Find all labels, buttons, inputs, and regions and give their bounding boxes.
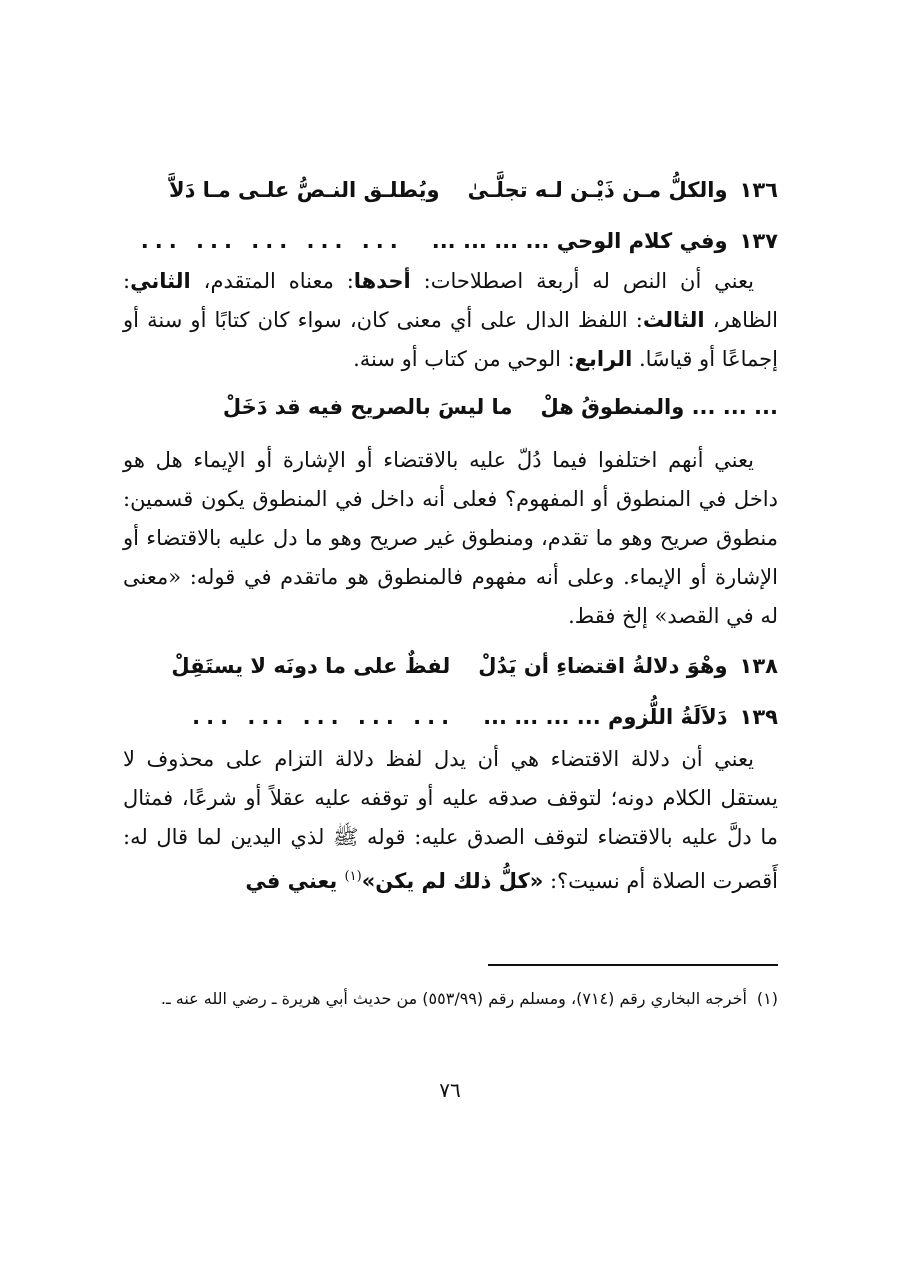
commentary-paragraph [123, 262, 778, 379]
page-number: ٧٦ [439, 1078, 461, 1102]
footnote-marker[interactable]: (١) [344, 869, 362, 884]
verse-hemistich-first: وهْوَ دلالةُ اقتضاءِ أن يَدُلْ [478, 654, 728, 678]
verse-hemistich-second: لفظٌ على ما دونَه لا يستَقِلْ [171, 654, 451, 678]
text-run: : اللفظ الدال على أي معنى كان، سواء كان كتابًا أو سنة أو إجماعًا أو قياسًا. [123, 308, 778, 371]
bold-term: الرابع [574, 347, 633, 371]
commentary-paragraph [123, 740, 778, 901]
footnote [123, 985, 778, 1013]
bold-term: يعني في [245, 869, 345, 893]
bold-term: الثالث [642, 308, 705, 332]
verse-hemistich-second: ... ... ... ... ... [140, 229, 404, 253]
verse-number: ١٣٦ [739, 178, 778, 202]
text-run: : الظاهر، [123, 269, 778, 332]
text-run: يعني أن النص له أربعة اصطلاحات: [410, 269, 754, 293]
verse-hemistich-second: ... ... ... ... ... [192, 705, 456, 729]
text-run: : معناه المتقدم، [190, 269, 354, 293]
footnote-text: أخرجه البخاري رقم (٧١٤)، ومسلم رقم (٥٥٣/٩٩) من حديث أبي هريرة ـ رضي الله عنه ـ. [160, 989, 747, 1008]
footnote-number: (١) [756, 989, 778, 1008]
verse-hemistich-first: وفي كلام الوحي ... ... ... ... [431, 229, 728, 253]
bold-term: أحدها [353, 269, 411, 293]
verse-number: ١٣٩ [739, 705, 778, 729]
footnote-separator [488, 964, 778, 966]
paragraph-text: يعني أنهم اختلفوا فيما دُلّ عليه بالاقتضاء أو الإشارة أو الإيماء هل هو داخل في المنطوق أو المفهوم؟ فعلى أنه داخل في المنطوق يكون قسمين: منطوق صريح وهو ما تقدم، ومنطوق غير صريح وهو ما دل عليه بالاقتضاء أو الإشارة أو الإيماء. وعلى أنه مفهوم فالمنطوق هو ماتقدم في قوله: «معنى له في القصد» إلخ فقط. [123, 448, 778, 628]
verse-number: ١٣٨ [739, 654, 778, 678]
verse-line [123, 697, 778, 737]
verse-number: ١٣٧ [739, 229, 778, 253]
verse-hemistich-first: دَلاَلَةُ اللُّزوم ... ... ... ... [483, 705, 728, 729]
commentary-paragraph [123, 441, 778, 636]
hadith-quote: «كلُّ ذلك لم يكن» [361, 869, 544, 893]
text-run: : الوحي من كتاب أو سنة. [353, 347, 575, 371]
verse-line [123, 221, 778, 261]
verse-line [123, 387, 778, 427]
text-run: يعني أن دلالة الاقتضاء هي أن يدل لفظ دلالة التزام على محذوف لا يستقل الكلام دونه؛ لتوقف صدقه عليه أو توقفه عليه عقلاً أو شرعًا، فمثال ما دلَّ عليه بالاقتضاء لتوقف الصدق عليه: قوله ﷺ لذي اليدين لما قال له: أَقصرت الصلاة أم نسيت؟: [123, 747, 778, 893]
verse-line [123, 170, 778, 210]
verse-line [123, 646, 778, 686]
verse-hemistich-first: والكلُّ مـن ذَيْـن لـه تجلَّـىٰ [467, 178, 728, 202]
verse-hemistich-second: ويُطلـق النـصُّ علـى مـا دَلاَّ [168, 178, 440, 202]
bold-term: الثاني [130, 269, 191, 293]
verse-hemistich-second: ما ليسَ بالصريح فيه قد دَخَلْ [222, 395, 513, 419]
verse-hemistich-first: ... ... ... والمنطوقُ هلْ [540, 395, 778, 419]
